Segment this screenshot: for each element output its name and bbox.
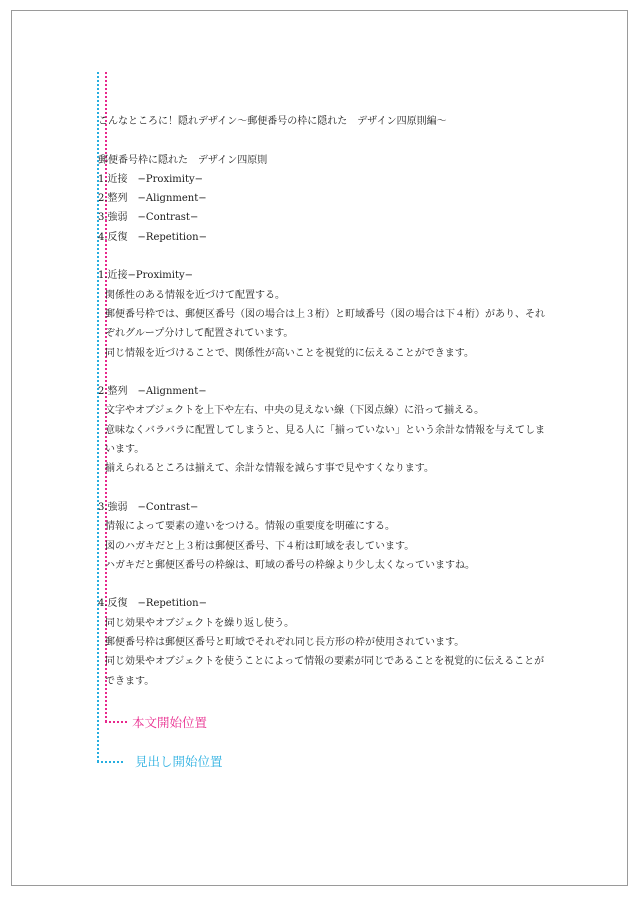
section-text: 郵便番号枠は郵便区番号と町域でそれぞれ同じ長方形の枠が使用されています。 [105, 637, 465, 649]
section-heading-repetition: 4.反復 −Repetition− [98, 598, 207, 610]
principle-item: 2.整列 −Alignment− [98, 193, 207, 205]
principle-item: 3.強弱 −Contrast− [98, 212, 199, 224]
spacer [98, 479, 550, 498]
spacer [98, 363, 550, 382]
section-text: 郵便番号枠では、郵便区番号（図の場合は上３桁）と町域番号（図の場合は下４桁）があり、それぞれグループ分けして配置されています。 [105, 308, 545, 340]
section-heading-contrast: 3.強弱 −Contrast− [98, 501, 199, 513]
body-start-label: 本文開始位置 [132, 715, 208, 730]
spacer [98, 575, 550, 594]
principles-heading: 郵便番号枠に隠れた デザイン四原則 [98, 154, 268, 166]
spacer [98, 131, 550, 150]
principle-item: 1.近接 −Proximity− [98, 173, 204, 185]
section-heading-alignment: 2.整列 −Alignment− [98, 386, 207, 398]
section-text: 意味なくバラバラに配置してしまうと、見る人に「揃っていない」という余計な情報を与えてしまいます。 [105, 424, 545, 456]
body-start-guide-leader [105, 721, 127, 723]
section-text: ハガキだと郵便区番号の枠線は、町域の番号の枠線より少し太くなっていますね。 [105, 559, 475, 571]
section-text: 情報によって要素の違いをつける。情報の重要度を明確にする。 [105, 521, 395, 533]
section-text: 揃えられるところは揃えて、余計な情報を減らす事で見やすくなります。 [105, 463, 434, 475]
section-text: 同じ情報を近づけることで、関係性が高いことを視覚的に伝えることができます。 [105, 347, 474, 359]
heading-start-label: 見出し開始位置 [135, 754, 223, 769]
section-text: 同じ効果やオブジェクトを繰り返し使う。 [105, 617, 295, 629]
section-text: 関係性のある情報を近づけて配置する。 [105, 289, 285, 301]
document-title: こんなところに！隠れデザイン〜郵便番号の枠に隠れた デザイン四原則編〜 [98, 116, 447, 127]
section-text: 同じ効果やオブジェクトを使うことによって情報の要素が同じであることを視覚的に伝えることができます。 [105, 656, 545, 687]
section-text: 図のハガキだと上３桁は郵便区番号、下４桁は町域を表しています。 [105, 540, 415, 552]
spacer [98, 247, 550, 266]
heading-start-guide-leader [97, 761, 123, 763]
section-heading-proximity: 1.近接−Proximity− [98, 270, 194, 282]
principle-item: 4.反復 −Repetition− [98, 231, 207, 243]
document-body [98, 112, 550, 691]
section-text: 文字やオブジェクトを上下や左右、中央の見えない線（下図点線）に沿って揃える。 [105, 405, 485, 417]
